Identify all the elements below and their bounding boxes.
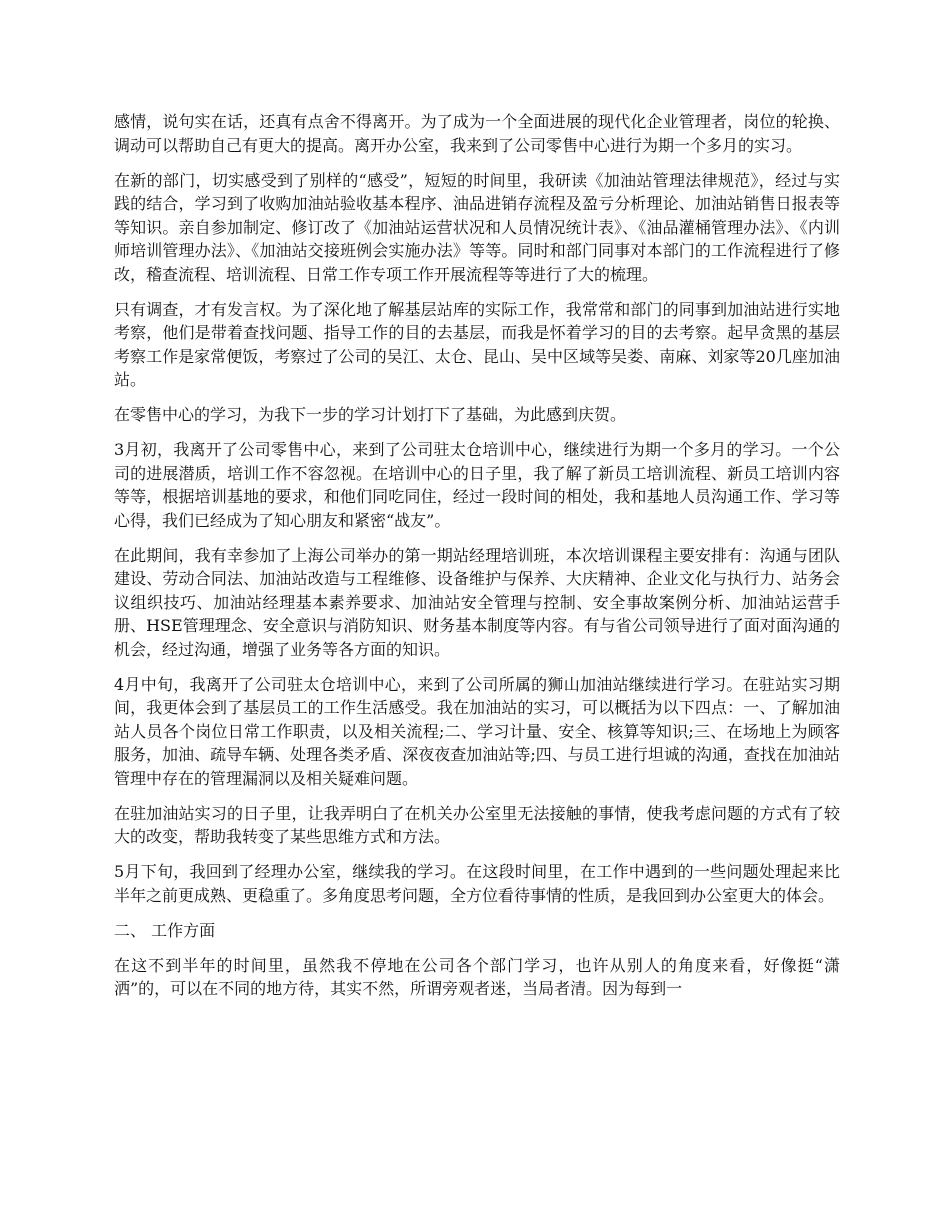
document-body — [114, 110, 840, 1012]
paragraph-7: 4月中旬，我离开了公司驻太仓培训中心，来到了公司所属的狮山加油站继续进行学习。在驻站实习期间，我更体会到了基层员工的工作生活感受。我在加油站的实习，可以概括为以下四点：一、了解加油站人员各个岗位日常工作职责，以及相关流程;二、学习计量、安全、核算等知识;三、在场地上为顾客服务，加油、疏导车辆、处理各类矛盾、深夜夜查加油站等;四、与员工进行坦诚的沟通，查找在加油站管理中存在的管理漏洞以及相关疑难问题。 — [114, 674, 840, 788]
paragraph-8: 在驻加油站实习的日子里，让我弄明白了在机关办公室里无法接触的事情，使我考虑问题的方式有了较大的改变，帮助我转变了某些思维方式和方法。 — [114, 803, 840, 846]
section-heading: 二、 工作方面 — [114, 920, 216, 940]
paragraph-6: 在此期间，我有幸参加了上海公司举办的第一期站经理培训班，本次培训课程主要安排有：沟通与团队建设、劳动合同法、加油站改造与工程维修、设备维护与保养、大庆精神、企业文化与执行力、站务会议组织技巧、加油站经理基本素养要求、加油站安全管理与控制、安全事故案例分析、加油站运营手册、HSE管理理念、安全意识与消防知识、财务基本制度等内容。有与省公司领导进行了面对面沟通的机会，经过沟通，增强了业务等各方面的知识。 — [114, 545, 840, 659]
paragraph-3: 只有调查，才有发言权。为了深化地了解基层站库的实际工作，我常常和部门的同事到加油站进行实地考察，他们是带着查找问题、指导工作的目的去基层，而我是怀着学习的目的去考察。起早贪黑的基层考察工作是家常便饭，考察过了公司的吴江、太仓、昆山、吴中区域等吴娄、南麻、刘家等20几座加油站。 — [114, 299, 840, 389]
paragraph-1: 感情，说句实在话，还真有点舍不得离开。为了成为一个全面进展的现代化企业管理者，岗位的轮换、调动可以帮助自己有更大的提高。离开办公室，我来到了公司零售中心进行为期一个多月的实习。 — [114, 112, 840, 155]
paragraph-5: 3月初，我离开了公司零售中心，来到了公司驻太仓培训中心，继续进行为期一个多月的学习。一个公司的进展潜质，培训工作不容忽视。在培训中心的日子里，我了解了新员工培训流程、新员工培训内容等等，根据培训基地的要求，和他们同吃同住，经过一段时间的相处，我和基地人员沟通工作、学习等心得，我们已经成为了知心朋友和紧密“战友”。 — [114, 440, 840, 530]
paragraph-final: 在这不到半年的时间里，虽然我不停地在公司各个部门学习，也许从别人的角度来看，好像挺“潇洒”的，可以在不同的地方待，其实不然，所谓旁观者迷，当局者清。因为每到一 — [114, 955, 840, 998]
paragraph-4: 在零售中心的学习，为我下一步的学习计划打下了基础，为此感到庆贺。 — [114, 405, 627, 424]
paragraph-9: 5月下旬，我回到了经理办公室，继续我的学习。在这段时间里，在工作中遇到的一些问题处理起来比半年之前更成熟、更稳重了。多角度思考问题，全方位看待事情的性质，是我回到办公室更大的体会。 — [114, 862, 840, 905]
paragraph-2: 在新的部门，切实感受到了别样的“感受”，短短的时间里，我研读《加油站管理法律规范》，经过与实践的结合，学习到了收购加油站验收基本程序、油品进销存流程及盈亏分析理论、加油站销售日报表等等知识。亲自参加制定、修订改了《加油站运营状况和人员情况统计表》、《油品灌桶管理办法》、《内训师培训管理办法》、《加油站交接班例会实施办法》等等。同时和部门同事对本部门的工作流程进行了修改，稽查流程、培训流程、日常工作专项工作开展流程等等进行了大的梳理。 — [114, 170, 840, 284]
